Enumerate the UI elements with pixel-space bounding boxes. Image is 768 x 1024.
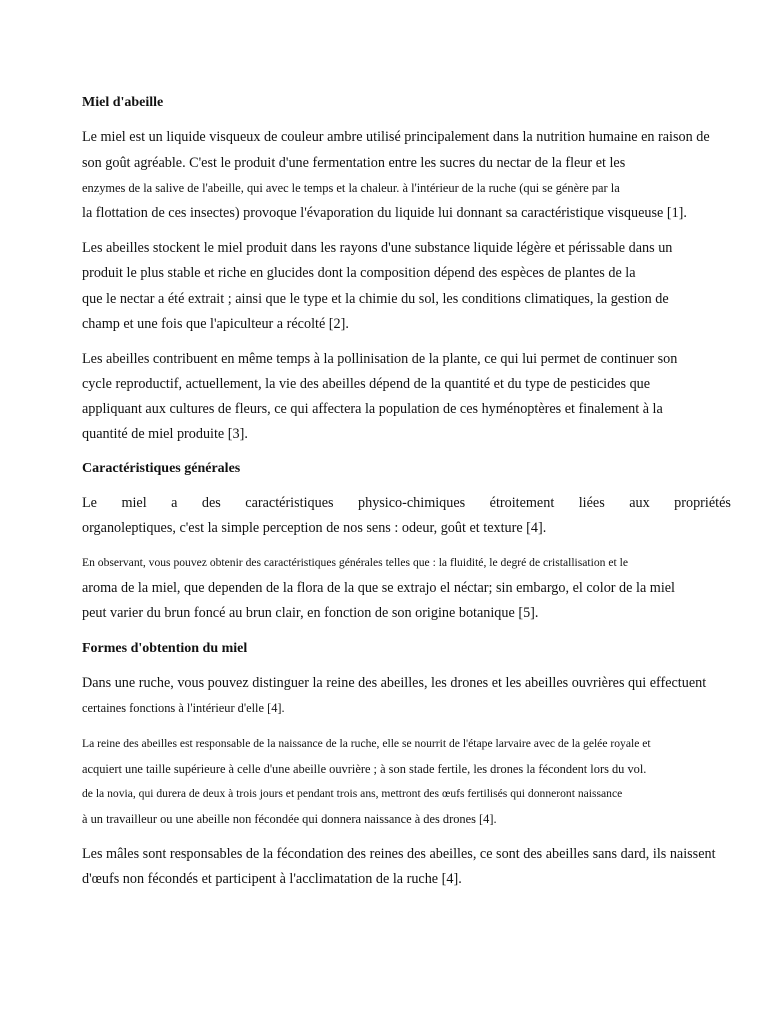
paragraph-line: La reine des abeilles est responsable de la naissance de la ruche, elle se nourrit de l'étape larvaire avec de la gelée royale et xyxy=(82,737,651,750)
paragraph-line: Dans une ruche, vous pouvez distinguer la reine des abeilles, les drones et les abeilles ouvrières qui effectuent xyxy=(82,675,707,691)
paragraph-line: Les abeilles contribuent en même temps à la pollinisation de la plante, ce qui lui permet de continuer son xyxy=(82,351,678,367)
word: a xyxy=(171,495,178,511)
word: Le xyxy=(82,495,97,511)
paragraph-line: d'œufs non fécondés et participent à l'acclimatation de la ruche [4]. xyxy=(82,871,462,887)
paragraph-line: peut varier du brun foncé au brun clair, en fonction de son origine botanique [5]. xyxy=(82,605,539,621)
word: des xyxy=(201,495,221,511)
paragraph-line: son goût agréable. C'est le produit d'une fermentation entre les sucres du nectar de la fleur et les xyxy=(82,155,626,171)
paragraph-line: Le miel est un liquide visqueux de couleur ambre utilisé principalement dans la nutrition humaine en raison de xyxy=(82,129,710,145)
word: caractéristiques xyxy=(245,495,334,511)
word: physico-chimiques xyxy=(358,495,466,511)
paragraph-line: enzymes de la salive de l'abeille, qui avec le temps et la chaleur. à l'intérieur de la ruche (qui se génère par la xyxy=(82,181,620,195)
word: propriétés xyxy=(674,495,731,511)
paragraph-line: En observant, vous pouvez obtenir des caractéristiques générales telles que : la fluidité, le degré de cristallisation et le xyxy=(82,556,628,569)
paragraph-line: certaines fonctions à l'intérieur d'elle [4]. xyxy=(82,701,285,715)
word: aux xyxy=(629,495,650,511)
paragraph-line: la flottation de ces insectes) provoque l'évaporation du liquide lui donnant sa caractéristique visqueuse [1]. xyxy=(82,205,687,221)
paragraph-line: de la novia, qui durera de deux à trois jours et pendant trois ans, mettront des œufs fertilisés qui donneront naissance xyxy=(82,787,623,800)
word: miel xyxy=(121,495,147,511)
paragraph-line: aroma de la miel, que dependen de la flora de la que se extrajo el néctar; sin embargo, el color de la miel xyxy=(82,580,675,596)
paragraph-line: appliquant aux cultures de fleurs, ce qui affectera la population de ces hyménoptères et finalement à la xyxy=(82,401,663,417)
section-heading: Miel d'abeille xyxy=(82,95,164,110)
paragraph-line: produit le plus stable et riche en glucides dont la composition dépend des espèces de plantes de la xyxy=(82,265,636,281)
paragraph-line: organoleptiques, c'est la simple perception de nos sens : odeur, goût et texture [4]. xyxy=(82,520,547,536)
paragraph-line: champ et une fois que l'apiculteur a récolté [2]. xyxy=(82,316,349,332)
paragraph-line: cycle reproductif, actuellement, la vie des abeilles dépend de la quantité et du type de pesticides que xyxy=(82,376,651,392)
word: liées xyxy=(578,495,605,511)
justified-line xyxy=(82,494,731,512)
section-heading: Formes d'obtention du miel xyxy=(82,641,248,656)
paragraph-line: acquiert une taille supérieure à celle d'une abeille ouvrière ; à son stade fertile, les drones la fécondent lors du vol. xyxy=(82,762,647,776)
paragraph-line: que le nectar a été extrait ; ainsi que le type et la chimie du sol, les conditions climatiques, la gestion de xyxy=(82,291,669,307)
paragraph-line: à un travailleur ou une abeille non fécondée qui donnera naissance à des drones [4]. xyxy=(82,812,497,826)
section-heading: Caractéristiques générales xyxy=(82,461,241,476)
paragraph-line: Les mâles sont responsables de la fécondation des reines des abeilles, ce sont des abeilles sans dard, ils naissent xyxy=(82,846,716,862)
word: étroitement xyxy=(489,495,555,511)
paragraph-line: quantité de miel produite [3]. xyxy=(82,426,248,442)
paragraph-line: Les abeilles stockent le miel produit dans les rayons d'une substance liquide légère et périssable dans un xyxy=(82,240,673,256)
